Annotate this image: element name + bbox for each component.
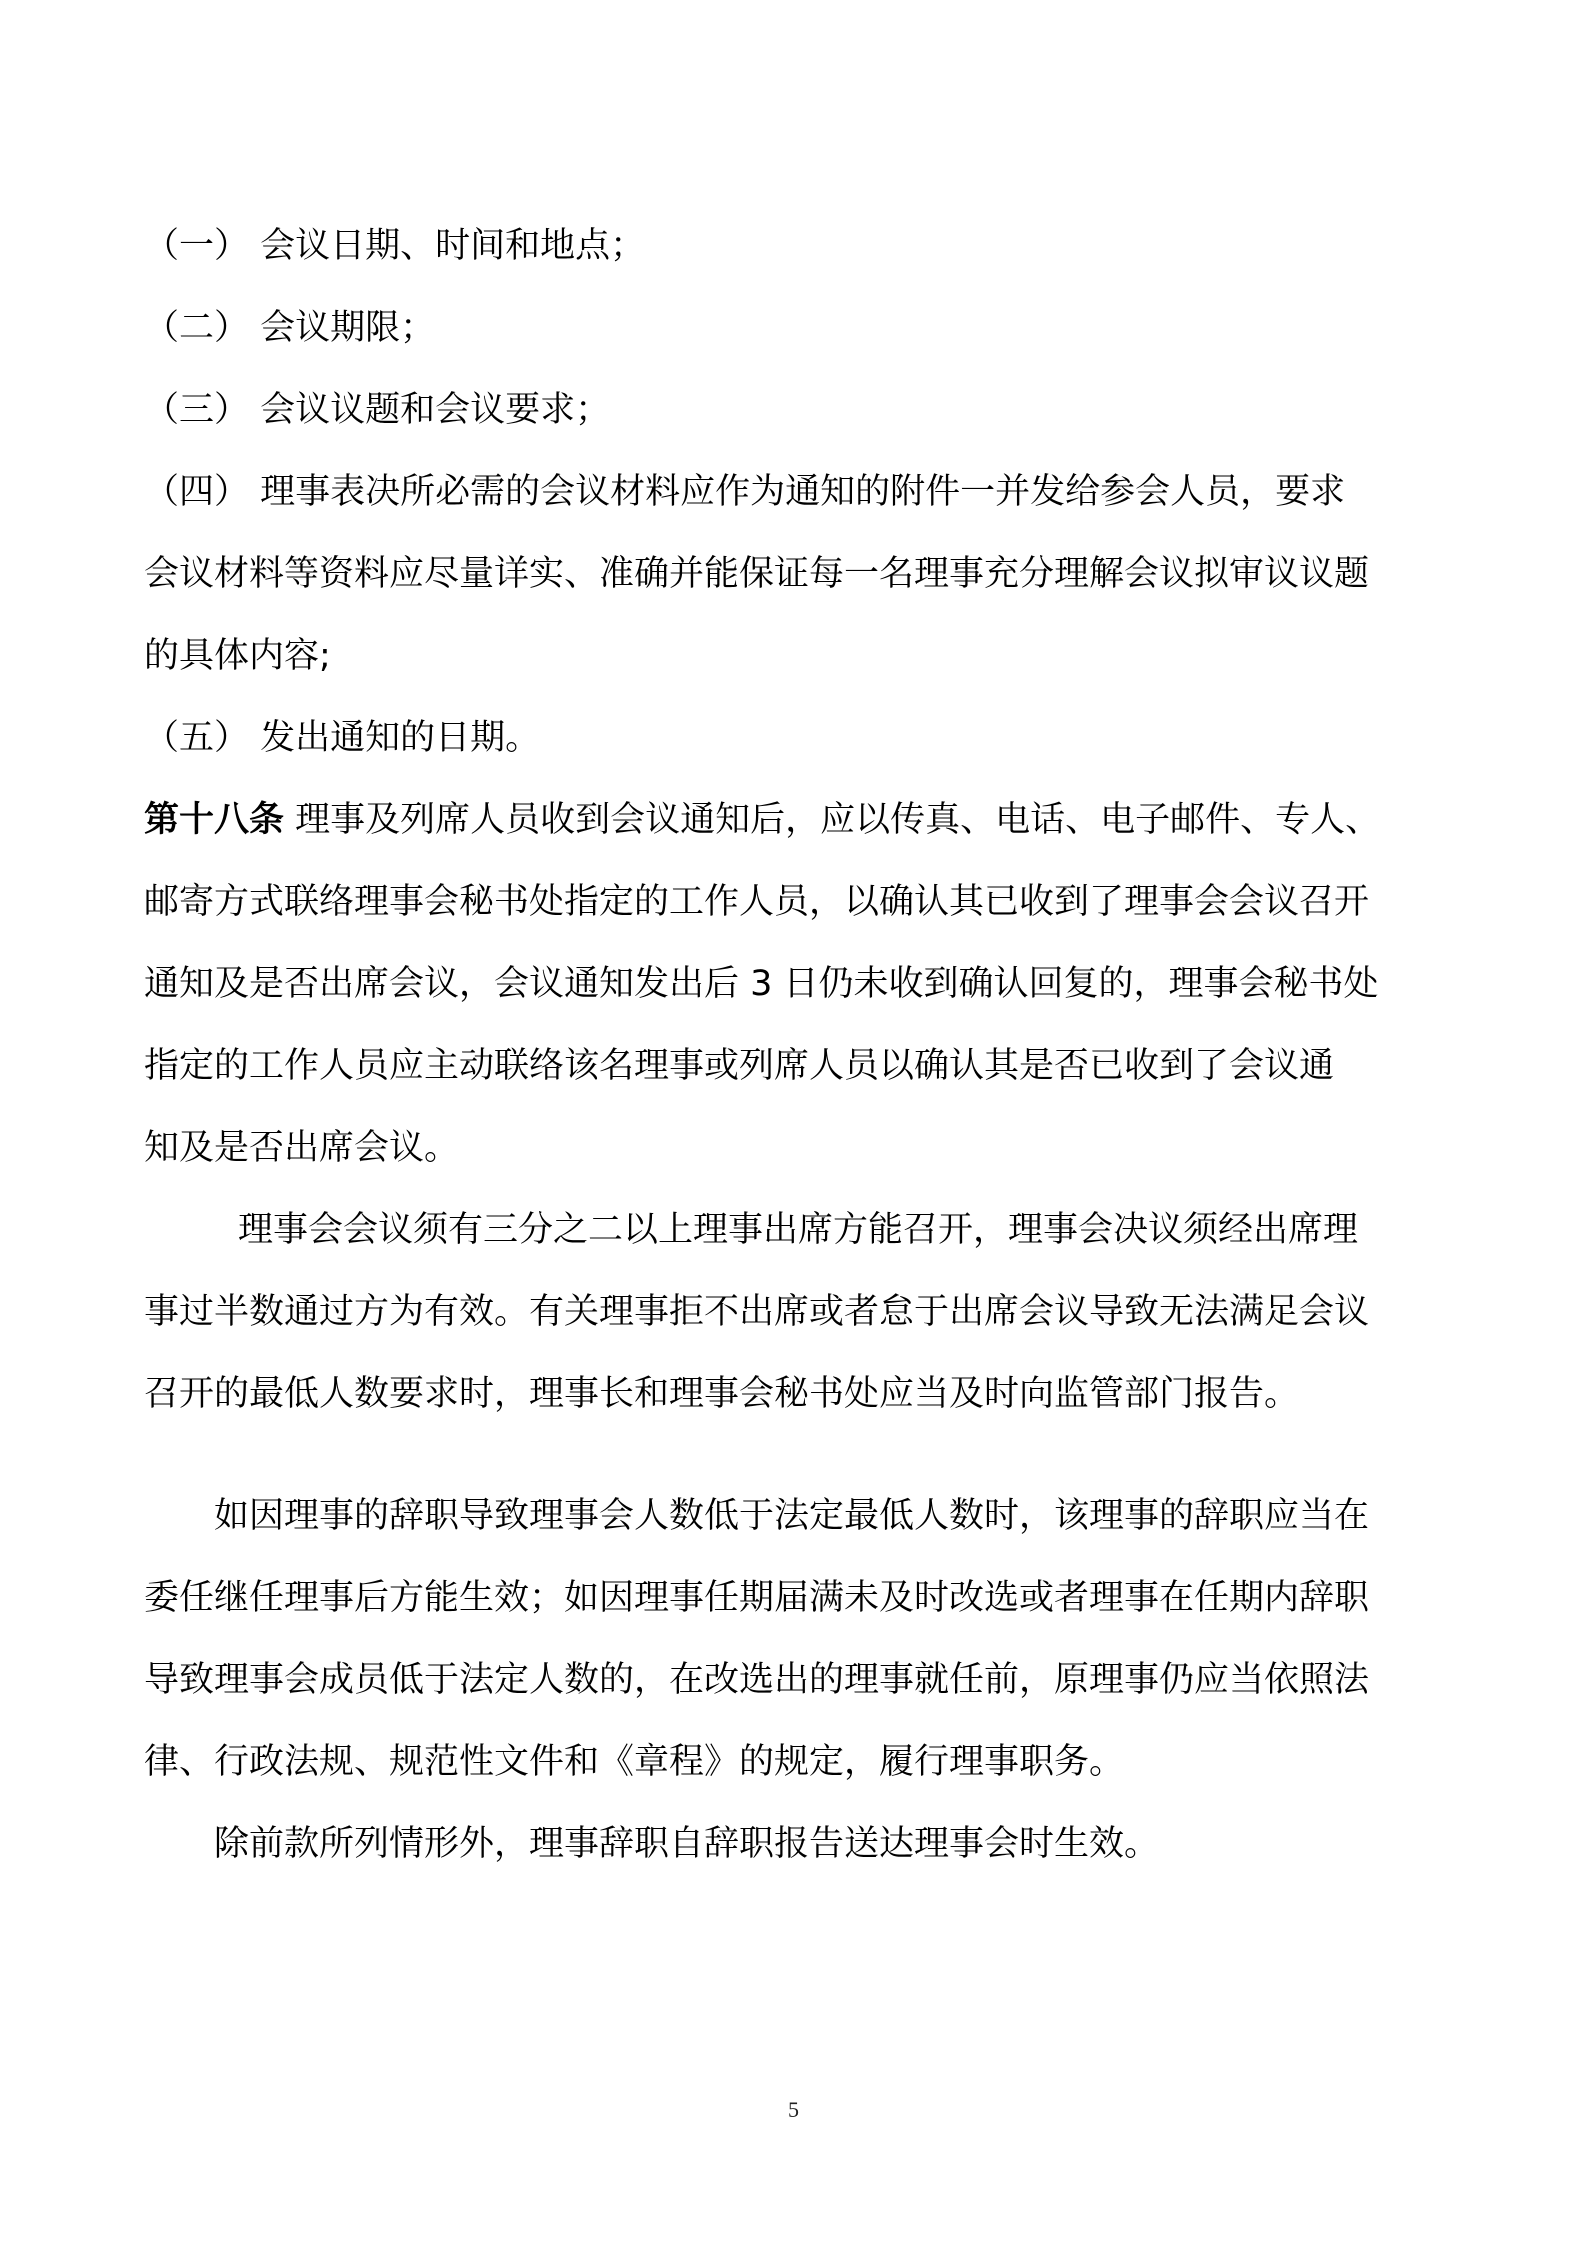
paragraph-line: 事过半数通过方为有效。有关理事拒不出席或者怠于出席会议导致无法满足会议 xyxy=(144,1292,1370,1332)
item-marker: （四） xyxy=(144,472,250,512)
paragraph-line: 召开的最低人数要求时，理事长和理事会秘书处应当及时向监管部门报告。 xyxy=(144,1374,1300,1414)
list-item xyxy=(144,205,1452,287)
item-text: 会议日期、时间和地点； xyxy=(260,226,646,266)
paragraph-line: 指定的工作人员应主动联络该名理事或列席人员以确认其是否已收到了会议通 xyxy=(144,1046,1335,1086)
list-item xyxy=(144,287,1452,369)
paragraph-line: 如因理事的辞职导致理事会人数低于法定最低人数时，该理事的辞职应当在 xyxy=(214,1496,1370,1536)
paragraph-line: 的具体内容; xyxy=(144,636,331,676)
item-text: 会议议题和会议要求； xyxy=(260,390,611,430)
paragraph-line: 通知及是否出席会议，会议通知发出后 3 日仍未收到确认回复的，理事会秘书处 xyxy=(144,964,1379,1004)
item-marker: （一） xyxy=(144,226,250,266)
paragraph-line: 律、行政法规、规范性文件和《章程》的规定，履行理事职务。 xyxy=(144,1742,1125,1782)
paragraph-line: 知及是否出席会议。 xyxy=(144,1128,460,1168)
item-marker: （三） xyxy=(144,390,250,430)
paragraph-line: 会议材料等资料应尽量详实、准确并能保证每一名理事充分理解会议拟审议议题 xyxy=(144,554,1370,594)
paragraph-line: 导致理事会成员低于法定人数的，在改选出的理事就任前，原理事仍应当依照法 xyxy=(144,1660,1370,1700)
document-body xyxy=(144,205,1452,1885)
item-text: 会议期限； xyxy=(260,308,436,348)
paragraph-line: 邮寄方式联络理事会秘书处指定的工作人员，以确认其已收到了理事会会议召开 xyxy=(144,882,1370,922)
list-item xyxy=(144,697,1452,779)
list-item xyxy=(144,369,1452,451)
paragraph-line: 理事会会议须有三分之二以上理事出席方能召开，理事会决议须经出席理 xyxy=(238,1210,1359,1250)
item-text: 理事表决所必需的会议材料应作为通知的附件一并发给参会人员，要求 xyxy=(260,472,1346,512)
paragraph-line: 委任继任理事后方能生效；如因理事任期届满未及时改选或者理事在任期内辞职 xyxy=(144,1578,1370,1618)
page-number: 5 xyxy=(788,2097,799,2122)
item-marker: （五） xyxy=(144,718,250,758)
item-marker: （二） xyxy=(144,308,250,348)
article-first-line xyxy=(144,779,1452,861)
article-text: 理事及列席人员收到会议通知后，应以传真、电话、电子邮件、专人、 xyxy=(295,800,1381,840)
list-item xyxy=(144,451,1452,533)
paragraph-line: 除前款所列情形外，理事辞职自辞职报告送达理事会时生效。 xyxy=(214,1824,1160,1864)
item-text: 发出通知的日期。 xyxy=(260,718,541,758)
article-heading: 第十八条 xyxy=(144,800,285,840)
